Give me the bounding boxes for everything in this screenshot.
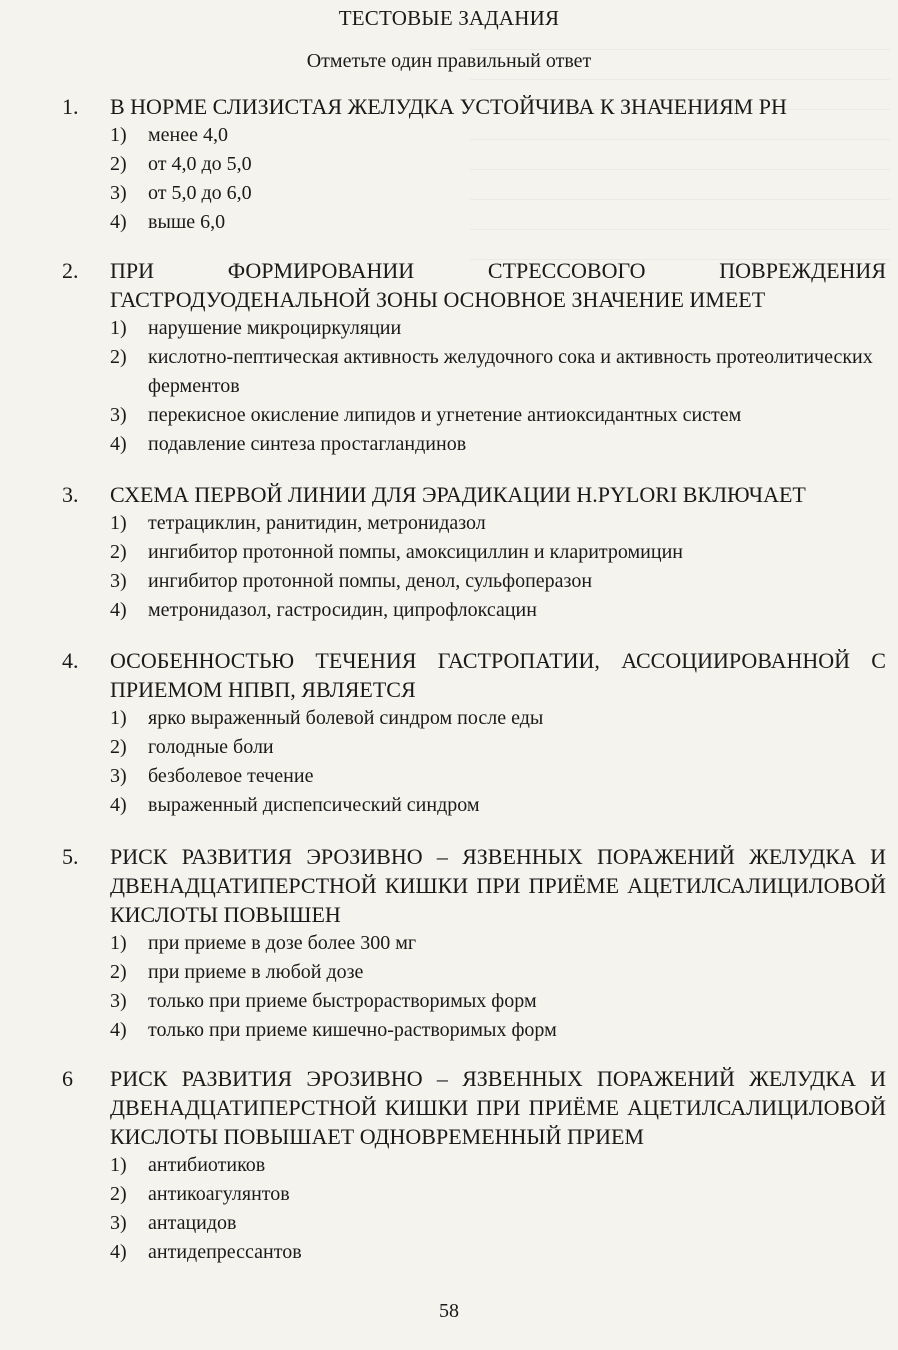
answer-option[interactable] xyxy=(110,343,886,401)
option-text: только при приеме кишечно-растворимых форм xyxy=(148,1019,557,1041)
question-text: ПРИ ФОРМИРОВАНИИ СТРЕССОВОГО ПОВРЕЖДЕНИЯ ГАСТРОДУОДЕНАЛЬНОЙ ЗОНЫ ОСНОВНОЕ ЗНАЧЕНИЕ ИМЕЕТ xyxy=(110,258,886,312)
answer-options xyxy=(110,1151,886,1267)
question-number: 6 xyxy=(62,1066,73,1091)
option-text: нарушение микроциркуляции xyxy=(148,317,402,339)
question-number: 2. xyxy=(62,258,79,283)
option-text: только при приеме быстрорастворимых форм xyxy=(148,990,537,1012)
option-text: ярко выраженный болевой синдром после еды xyxy=(148,707,544,729)
answer-option[interactable] xyxy=(110,401,886,430)
answer-option[interactable] xyxy=(110,791,886,820)
option-text: кислотно-пептическая активность желудочного сока и активность протеолитических ферментов xyxy=(148,346,873,397)
question-number: 4. xyxy=(62,648,79,673)
answer-option[interactable] xyxy=(110,596,886,625)
option-text: от 5,0 до 6,0 xyxy=(148,182,252,204)
answer-option[interactable] xyxy=(110,314,886,343)
option-text: ингибитор протонной помпы, денол, сульфоперазон xyxy=(148,570,593,592)
option-number: 1) xyxy=(110,707,127,729)
question-text: СХЕМА ПЕРВОЙ ЛИНИИ ДЛЯ ЭРАДИКАЦИИ H.PYLORI ВКЛЮЧАЕТ xyxy=(110,482,806,507)
answer-option[interactable] xyxy=(110,1016,886,1045)
instruction-text: Отметьте один правильный ответ xyxy=(306,50,592,72)
answer-option[interactable] xyxy=(110,538,886,567)
option-text: антикоагулянтов xyxy=(148,1183,290,1205)
option-text: при приеме в любой дозе xyxy=(148,961,364,983)
option-text: антибиотиков xyxy=(148,1154,266,1176)
option-number: 1) xyxy=(110,512,127,534)
answer-option[interactable] xyxy=(110,1238,886,1267)
answer-option[interactable] xyxy=(110,567,886,596)
answer-options xyxy=(110,929,886,1045)
question-number: 3. xyxy=(62,482,79,507)
answer-option[interactable] xyxy=(110,987,886,1016)
option-number: 4) xyxy=(110,1019,127,1041)
page-number: 58 xyxy=(439,1300,459,1322)
question-text: РИСК РАЗВИТИЯ ЭРОЗИВНО – ЯЗВЕННЫХ ПОРАЖЕНИЙ ЖЕЛУДКА И ДВЕНАДЦАТИПЕРСТНОЙ КИШКИ ПРИ ПРИЁМЕ АЦЕТИЛСАЛИЦИЛОВОЙ КИСЛОТЫ ПОВЫШАЕТ ОДНОВРЕМЕННЫЙ ПРИЕМ xyxy=(110,1066,886,1149)
option-text: менее 4,0 xyxy=(148,124,228,146)
option-number: 4) xyxy=(110,599,127,621)
option-text: перекисное окисление липидов и угнетение антиоксидантных систем xyxy=(148,404,742,426)
option-number: 3) xyxy=(110,404,127,426)
answer-option[interactable] xyxy=(110,430,886,459)
option-number: 2) xyxy=(110,736,127,758)
answer-option[interactable] xyxy=(110,1151,886,1180)
option-text: от 4,0 до 5,0 xyxy=(148,153,252,175)
question-text: В НОРМЕ СЛИЗИСТАЯ ЖЕЛУДКА УСТОЙЧИВА К ЗНАЧЕНИЯМ РН xyxy=(110,94,787,119)
option-text: метронидазол, гастросидин, ципрофлоксацин xyxy=(148,599,537,621)
option-number: 1) xyxy=(110,932,127,954)
option-number: 4) xyxy=(110,1241,127,1263)
answer-option[interactable] xyxy=(110,762,886,791)
answer-option[interactable] xyxy=(110,509,886,538)
answer-option[interactable] xyxy=(110,1209,886,1238)
option-number: 3) xyxy=(110,765,127,787)
option-text: антидепрессантов xyxy=(148,1241,302,1263)
answer-option[interactable] xyxy=(110,121,886,150)
option-number: 2) xyxy=(110,346,127,368)
option-number: 1) xyxy=(110,317,127,339)
answer-options xyxy=(110,121,886,237)
answer-option[interactable] xyxy=(110,179,886,208)
option-text: тетрациклин, ранитидин, метронидазол xyxy=(148,512,486,534)
option-number: 4) xyxy=(110,211,127,233)
option-number: 3) xyxy=(110,182,127,204)
answer-option[interactable] xyxy=(110,208,886,237)
option-number: 3) xyxy=(110,1212,127,1234)
answer-options xyxy=(110,509,886,625)
option-number: 2) xyxy=(110,961,127,983)
question-text: РИСК РАЗВИТИЯ ЭРОЗИВНО – ЯЗВЕННЫХ ПОРАЖЕНИЙ ЖЕЛУДКА И ДВЕНАДЦАТИПЕРСТНОЙ КИШКИ ПРИ ПРИЁМЕ АЦЕТИЛСАЛИЦИЛОВОЙ КИСЛОТЫ ПОВЫШЕН xyxy=(110,844,886,927)
option-number: 3) xyxy=(110,990,127,1012)
answer-option[interactable] xyxy=(110,929,886,958)
page-title: ТЕСТОВЫЕ ЗАДАНИЯ xyxy=(338,6,560,30)
answer-options xyxy=(110,314,886,459)
question-number: 1. xyxy=(62,94,79,119)
answer-options xyxy=(110,704,886,820)
question-2 xyxy=(62,256,886,459)
option-text: выраженный диспепсический синдром xyxy=(148,794,480,816)
question-text: ОСОБЕННОСТЬЮ ТЕЧЕНИЯ ГАСТРОПАТИИ, АССОЦИИРОВАННОЙ С ПРИЕМОМ НПВП, ЯВЛЯЕТСЯ xyxy=(110,648,886,702)
option-text: антацидов xyxy=(148,1212,237,1234)
answer-option[interactable] xyxy=(110,704,886,733)
option-number: 1) xyxy=(110,124,127,146)
question-5 xyxy=(62,842,886,1045)
option-number: 2) xyxy=(110,1183,127,1205)
answer-option[interactable] xyxy=(110,733,886,762)
option-text: ингибитор протонной помпы, амоксициллин и кларитромицин xyxy=(148,541,683,563)
option-number: 2) xyxy=(110,153,127,175)
option-number: 2) xyxy=(110,541,127,563)
option-text: выше 6,0 xyxy=(148,211,226,233)
option-number: 3) xyxy=(110,570,127,592)
question-3 xyxy=(62,480,886,625)
option-text: безболевое течение xyxy=(148,765,314,787)
option-text: при приеме в дозе более 300 мг xyxy=(148,932,417,954)
answer-option[interactable] xyxy=(110,150,886,179)
option-text: голодные боли xyxy=(148,736,274,758)
option-number: 4) xyxy=(110,433,127,455)
question-1 xyxy=(62,92,886,237)
option-number: 1) xyxy=(110,1154,127,1176)
question-6 xyxy=(62,1064,886,1267)
answer-option[interactable] xyxy=(110,1180,886,1209)
answer-option[interactable] xyxy=(110,958,886,987)
option-number: 4) xyxy=(110,794,127,816)
option-text: подавление синтеза простагландинов xyxy=(148,433,467,455)
question-4 xyxy=(62,646,886,820)
question-number: 5. xyxy=(62,844,79,869)
